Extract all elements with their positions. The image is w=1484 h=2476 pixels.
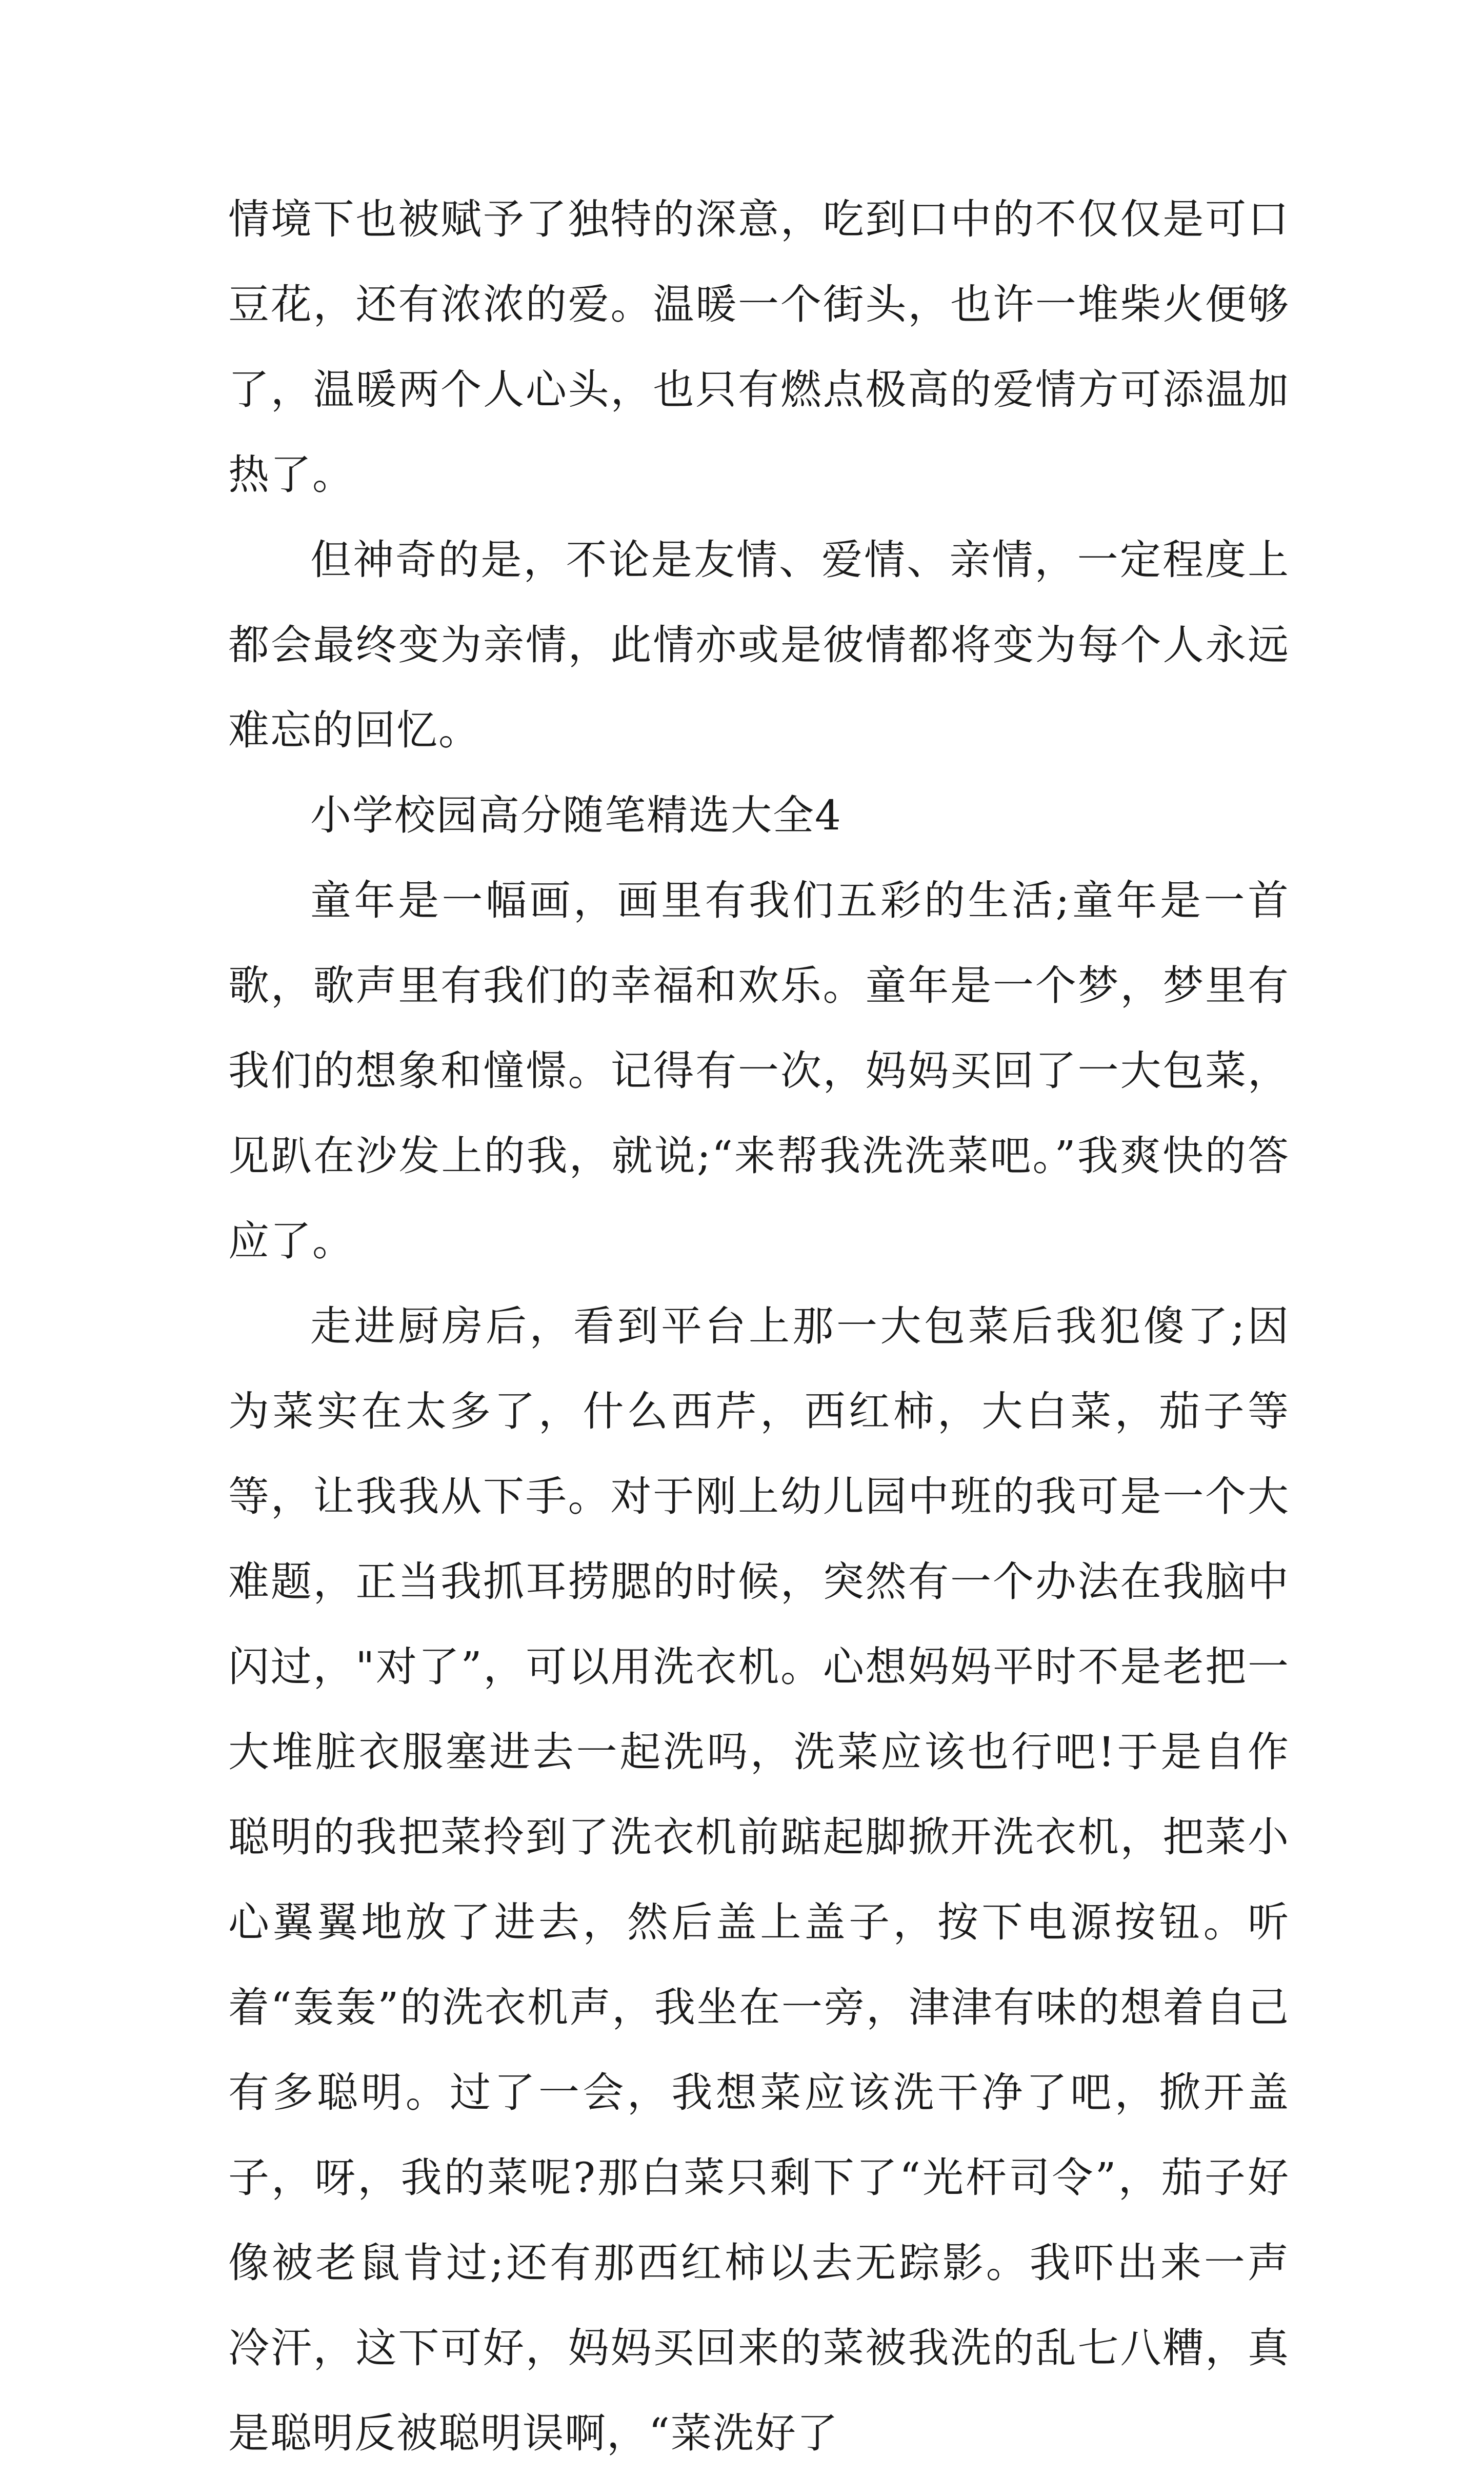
paragraph-continuation: 情境下也被赋予了独特的深意，吃到口中的不仅仅是可口豆花，还有浓浓的爱。温暖一个街头，也许一堆柴火便够了，温暖两个人心头，也只有燃点极高的爱情方可添温加热了。 [228,195,1290,499]
paragraph: 童年是一幅画，画里有我们五彩的生活;童年是一首歌，歌声里有我们的幸福和欢乐。童年是一个梦，梦里有我们的想象和憧憬。记得有一次，妈妈买回了一大包菜，见趴在沙发上的我，就说;“来帮我洗洗菜吧。”我爽快的答应了。 [228,877,1290,1265]
section-heading: 小学校园高分随笔精选大全4 [310,791,842,839]
paragraph: 走进厨房后，看到平台上那一大包菜后我犯傻了;因为菜实在太多了，什么西芹，西红柿，大白菜，茄子等等，让我我从下手。对于刚上幼儿园中班的我可是一个大难题，正当我抓耳捞腮的时候，突然有一个办法在我脑中闪过，"对了”，可以用洗衣机。心想妈妈平时不是老把一大堆脏衣服塞进去一起洗吗，洗菜应该也行吧!于是自作聪明的我把菜拎到了洗衣机前踮起脚掀开洗衣机，把菜小心翼翼地放了进去，然后盖上盖子，按下电源按钮。听着“轰轰”的洗衣机声，我坐在一旁，津津有味的想着自己有多聪明。过了一会，我想菜应该洗干净了吧，掀开盖子，呀，我的菜呢?那白菜只剩下了“光杆司令”，茄子好像被老鼠肯过;还有那西红柿以去无踪影。我吓出来一声冷汗，这下可好，妈妈买回来的菜被我洗的乱七八糟，真是聪明反被聪明误啊，“菜洗好了 [228,1302,1290,2457]
document-body [228,177,1290,2476]
paragraph: 但神奇的是，不论是友情、爱情、亲情，一定程度上都会最终变为亲情，此情亦或是彼情都将变为每个人永远难忘的回忆。 [228,536,1290,754]
